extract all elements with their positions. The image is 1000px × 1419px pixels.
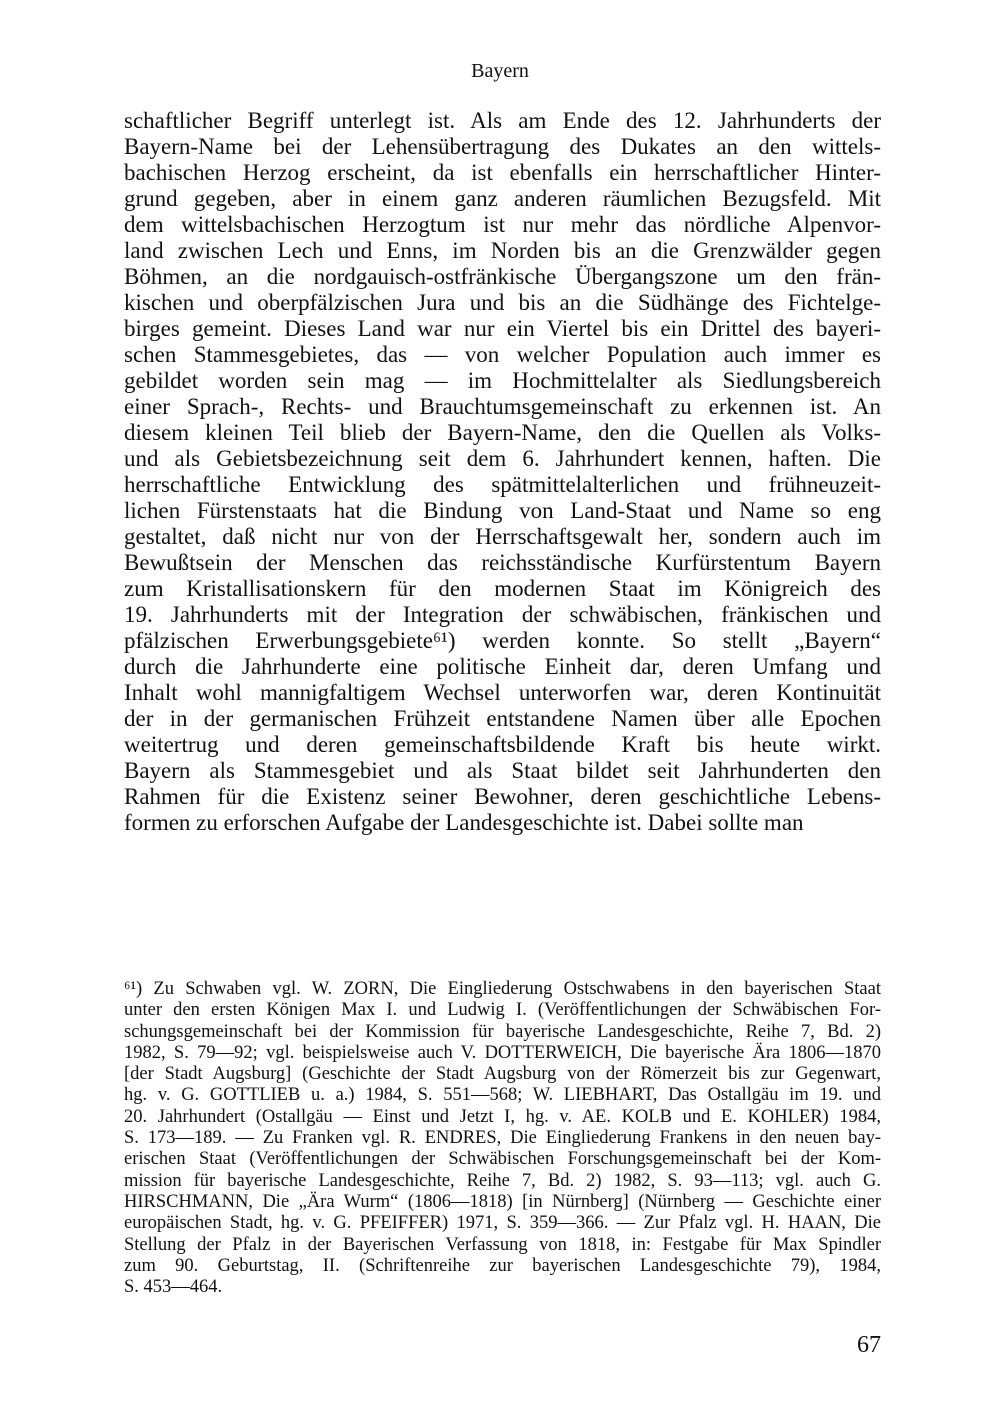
footnote-line: zum 90. Geburtstag, II. (Schriftenreihe zur bayerischen Landesgeschichte 79), 1984, <box>124 1255 881 1276</box>
footnote-line: 1982, S. 79—92; vgl. beispielsweise auch V. DOTTERWEICH, Die bayerische Ära 1806—1870 <box>124 1042 881 1063</box>
footnote-line: S. 173—189. — Zu Franken vgl. R. ENDRES, Die Eingliederung Frankens in den neuen bay- <box>124 1128 881 1149</box>
body-line: Inhalt wohl mannigfaltigem Wechsel unterworfen war, deren Kontinuität <box>124 680 881 705</box>
body-line: Rahmen für die Existenz seiner Bewohner, deren geschichtliche Lebens- <box>124 784 881 809</box>
footnote-line: HIRSCHMANN, Die „Ära Wurm“ (1806—1818) [in Nürnberg] (Nürnberg — Geschichte einer <box>124 1191 881 1212</box>
body-line: grund gegeben, aber in einem ganz anderen räumlichen Bezugsfeld. Mit <box>124 186 881 211</box>
body-line: bachischen Herzog erscheint, da ist ebenfalls ein herrschaftlicher Hinter- <box>124 160 881 185</box>
body-line: weitertrug und deren gemeinschaftsbildende Kraft bis heute wirkt. <box>124 732 881 757</box>
body-line: Bayern-Name bei der Lehensübertragung des Dukates an den wittels- <box>124 134 881 159</box>
footnote-line: Stellung der Pfalz in der Bayerischen Verfassung von 1818, in: Festgabe für Max Spindler <box>124 1234 881 1255</box>
footnote-line: S. 453—464. <box>124 1277 223 1298</box>
body-line: dem wittelsbachischen Herzogtum ist nur mehr das nördliche Alpenvor- <box>124 212 881 237</box>
footnote-61 <box>124 979 881 1298</box>
body-line: zum Kristallisationskern für den modernen Staat im Königreich des <box>124 576 881 601</box>
footnote-line: [der Stadt Augsburg] (Geschichte der Stadt Augsburg von der Römerzeit bis zur Gegenwart, <box>124 1064 881 1085</box>
body-line: Böhmen, an die nordgauisch-ostfränkische Übergangszone um den frän- <box>124 264 881 289</box>
body-line: formen zu erforschen Aufgabe der Landesgeschichte ist. Dabei sollte man <box>124 810 804 835</box>
body-line: diesem kleinen Teil blieb der Bayern-Name, den die Quellen als Volks- <box>124 420 881 445</box>
body-line: gestaltet, daß nicht nur von der Herrschaftsgewalt her, sondern auch im <box>124 524 881 549</box>
body-line: Bewußtsein der Menschen das reichsständische Kurfürstentum Bayern <box>124 550 881 575</box>
body-line: kischen und oberpfälzischen Jura und bis an die Südhänge des Fichtelge- <box>124 290 881 315</box>
body-line: der in der germanischen Frühzeit entstandene Namen über alle Epochen <box>124 706 881 731</box>
page-number: 67 <box>857 1332 881 1358</box>
footnote-line: 20. Jahrhundert (Ostallgäu — Einst und Jetzt I, hg. v. AE. KOLB und E. KOHLER) 1984, <box>124 1106 881 1127</box>
footnote-line: ⁶¹) Zu Schwaben vgl. W. ZORN, Die Eingliederung Ostschwabens in den bayerischen Staat <box>124 979 881 999</box>
body-line: gebildet worden sein mag — im Hochmittelalter als Siedlungsbereich <box>124 368 881 393</box>
body-line: schen Stammesgebietes, das — von welcher Population auch immer es <box>124 342 881 367</box>
body-line: lichen Fürstenstaats hat die Bindung von Land-Staat und Name so eng <box>124 498 881 523</box>
body-line: schaftlicher Begriff unterlegt ist. Als am Ende des 12. Jahrhunderts der <box>124 108 881 133</box>
body-line: Bayern als Stammesgebiet und als Staat bildet seit Jahrhunderten den <box>124 758 881 783</box>
body-line: einer Sprach-, Rechts- und Brauchtumsgemeinschaft zu erkennen ist. An <box>124 394 881 419</box>
footnote-line: erischen Staat (Veröffentlichungen der Schwäbischen Forschungsgemeinschaft bei der Kom- <box>124 1149 881 1170</box>
footnote-line: schungsgemeinschaft bei der Kommission für bayerische Landesgeschichte, Reihe 7, Bd. 2) <box>124 1021 881 1042</box>
footnote-line: hg. v. G. GOTTLIEB u. a.) 1984, S. 551—568; W. LIEBHART, Das Ostallgäu im 19. und <box>124 1085 881 1106</box>
footnote-line: europäischen Stadt, hg. v. G. PFEIFFER) 1971, S. 359—366. — Zur Pfalz vgl. H. HAAN, Die <box>124 1213 881 1234</box>
body-line: birges gemeint. Dieses Land war nur ein Viertel bis ein Drittel des bayeri- <box>124 316 881 341</box>
body-line: pfälzischen Erwerbungsgebiete⁶¹) werden konnte. So stellt „Bayern“ <box>124 628 881 653</box>
body-text <box>124 108 881 836</box>
footnote-line: mission für bayerische Landesgeschichte, Reihe 7, Bd. 2) 1982, S. 93—113; vgl. auch G. <box>124 1170 881 1191</box>
footnote-line: unter den ersten Königen Max I. und Ludwig I. (Veröffentlichungen der Schwäbischen For- <box>124 1000 881 1021</box>
body-line: 19. Jahrhunderts mit der Integration der schwäbischen, fränkischen und <box>124 602 881 627</box>
body-line: durch die Jahrhunderte eine politische Einheit dar, deren Umfang und <box>124 654 881 679</box>
body-line: land zwischen Lech und Enns, im Norden bis an die Grenzwälder gegen <box>124 238 881 263</box>
running-head: Bayern <box>471 60 529 82</box>
body-line: herrschaftliche Entwicklung des spätmittelalterlichen und frühneuzeit- <box>124 472 881 497</box>
body-line: und als Gebietsbezeichnung seit dem 6. Jahrhundert kennen, haften. Die <box>124 446 881 471</box>
